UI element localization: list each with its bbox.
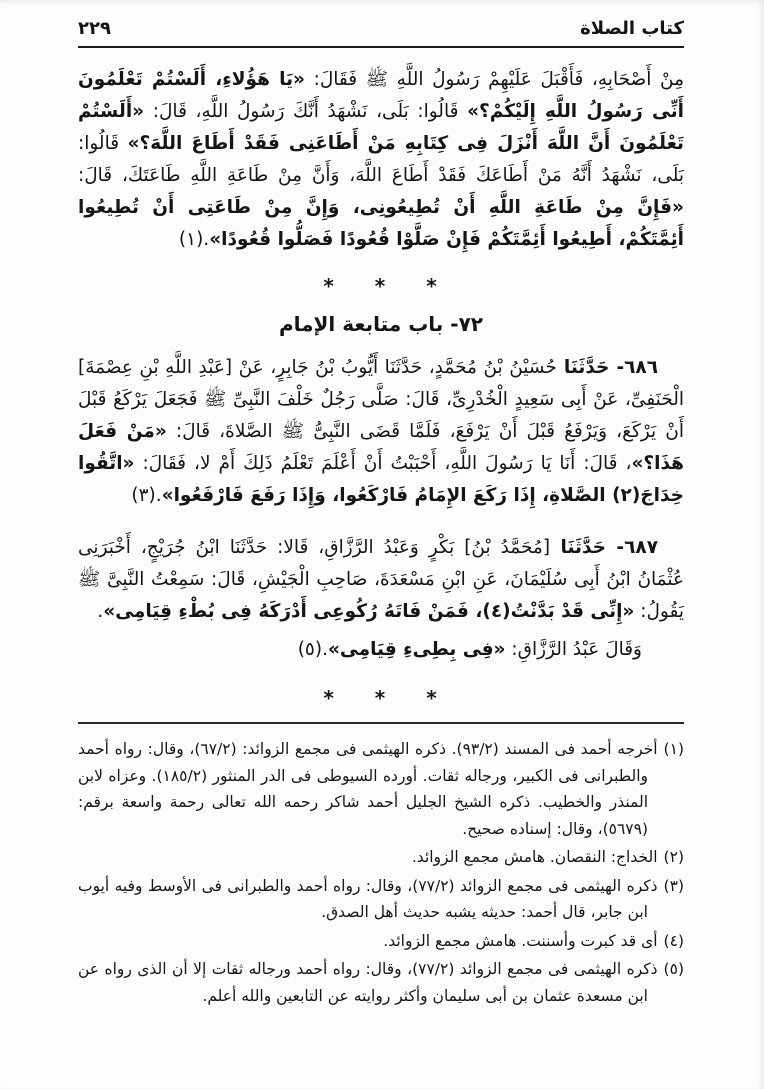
narration-text: . [97,601,104,622]
footnote-reference: .(٥) [297,639,328,660]
book-title: كتاب الصلاة [580,18,684,39]
narration-text: قَالُوا: بَلَى، نَشْهَدُ أَنَّهُ مَنْ أَطَاعَكَ فَقَدْ أَطَاعَ اللَّهَ، وَأَنَّ مِنْ طَاعَةِ اللَّهِ طَاعَتَكَ، قَالَ: [78,133,684,186]
footnote-reference: .(١) [178,229,210,250]
hadith-686 [78,352,684,512]
footnote-5 [78,956,684,1009]
footnote-1 [78,736,684,842]
footnote-4 [78,928,684,955]
razzaq-variant-line [78,634,684,666]
footnotes-section [78,722,684,1009]
narration-text: مِنْ أَصْحَابِهِ، فَأَقْبَلَ عَلَيْهِمْ رَسُولُ اللَّهِ ﷺ فَقَالَ: [304,69,684,90]
hadith-quote: «يَا هَؤُلاءِ، أَلَسْتُمْ تَعْلَمُونَ أَنِّى رَسُولُ اللَّهِ إِلَيْكُمْ؟» [78,69,685,122]
footnote-2 [78,844,684,871]
page-header [78,18,684,48]
isnad-text: [مُحَمَّدُ بْنُ] بَكْرٍ وَعَبْدُ الرَّزَّاقِ، قَالا: حَدَّثَنَا ابْنُ جُرَيْجٍ، أَخْبَرَنِى عُثْمَانُ ابْنُ أَبِى سُلَيْمَانَ، عَنِ ابْنِ مَسْعَدَةَ، صَاحِبِ الْجَيْشِ، قَالَ: سَمِعْتُ النَّبِىَّ ﷺ يَقُولُ: [78,537,684,622]
hadith-quote: «مَنْ فَعَلَ هَذَا؟» [78,421,684,474]
hadith-687 [78,532,684,628]
chapter-heading: ٧٢- باب متابعة الإمام [278,312,483,336]
footnote-marker: (٢) [663,848,684,866]
isnad-text: حُسَيْنُ بْنُ مُحَمَّدٍ، حَدَّثَنَا أَيُّوبُ بْنُ جَابِرٍ، عَنْ [عَبْدِ اللَّهِ بْنِ عِصْمَةَ] الْحَنَفِىِّ، عَنْ أَبِى سَعِيدٍ الْخُدْرِىِّ، قَالَ: صَلَّى رَجُلٌ خَلْفَ النَّبِىِّ ﷺ فَجَعَلَ يَرْكَعُ قَبْلَ أَنْ يَرْكَعَ، وَيَرْفَعُ قَبْلَ أَنْ يَرْفَعَ، فَلَمَّا قَضَى النَّبِىُّ ﷺ الصَّلاةَ، قَالَ: [78,357,684,442]
narration-text: قَالُوا: بَلَى، نَشْهَدُ أَنَّكَ رَسُولُ اللَّهِ، قَالَ: [144,101,468,122]
hadith-quote: «فِى بِطِىءِ قِيَامِى» [327,639,506,660]
narration-text: وَقَالَ عَبْدُ الرَّزَّاقِ: [505,639,642,660]
footnote-marker: (٤) [663,931,684,950]
footnote-reference: .(٣) [131,485,162,506]
hadith-quote: «إِنِّى قَدْ بَدَّنْتُ(٤)، فَمَنْ فَاتَهُ رُكُوعِى أَدْرَكَهُ فِى بُطْءِ قِيَامِى» [103,601,635,622]
footnote-text: أخرجه أحمد فى المسند (٩٣/٢). ذكره الهيثمى فى مجمع الزوائد: (٦٧/٢)، وقال: رواه أحمد والطبرانى فى الكبير، ورجاله ثقات. أورده السيوطى فى الدر المنثور (١٨٥/٢). وعزاه لابن المنذر والخطيب. ذكره الشيخ الجليل أحمد شاكر رحمه الله تعالى رحمة واسعة برقم: (٥٦٧٩)، وقال: إسناده صحيح. [78,740,658,838]
footnote-3 [78,873,684,926]
hadith-quote: «أَلَسْتُمْ تَعْلَمُونَ أَنَّ اللَّهَ أَنْزَلَ فِى كِتَابِهِ مَنْ أَطَاعَنِى فَقَدْ أَطَاعَ اللَّهَ؟» [78,101,684,154]
page-number: ٢٢٩ [78,18,111,39]
footnote-marker: (١) [663,740,684,758]
intro-paragraph [78,64,684,256]
narration-text: ، قَالَ: أَنَا يَا رَسُولَ اللَّهِ، أَحْبَبْتُ أَنْ أَعْلَمَ تَعْلَمُ ذَلِكَ أَمْ لا، فَقَالَ: [134,453,632,474]
hadith-number-prefix: ٦٨٦- حَدَّثَنَا [556,357,659,378]
hadith-number-prefix: ٦٨٧- حَدَّثَنَا [550,537,658,558]
hadith-quote: «اتَّقُوا خِدَاجَ(٢) الصَّلاةِ، إِذَا رَكَعَ الإِمَامُ فَارْكَعُوا، وَإِذَا رَفَعَ فَارْفَعُوا» [78,453,684,506]
footnote-text: ذكره الهيثمى فى مجمع الزوائد (٧٧/٢)، وقال: رواه أحمد والطبرانى فى الأوسط وفيه أيوب ابن جابر، قال أحمد: حديثه يشبه حديث أهل الصدق. [78,876,658,921]
asterisk-separator-bottom: * * * [323,686,439,710]
footnote-text: ذكره الهيثمى فى مجمع الزوائد (٧٧/٢)، وقال: رواه أحمد ورجاله ثقات إلا أن الذى رواه عن ابن مسعدة عثمان بن أبى سليمان وأكثر روايته عن التابعين والله أعلم. [78,960,658,1005]
footnote-text: أى قد كبرت وأسننت. هامش مجمع الزوائد. [383,931,658,950]
main-text [78,64,684,714]
asterisk-separator-top: * * * [323,274,439,298]
hadith-quote: «فَإِنَّ مِنْ طَاعَةِ اللَّهِ أَنْ تُطِيعُونِى، وَإِنَّ مِنْ طَاعَتِى أَنْ تُطِيعُوا أَئِمَّتَكُمْ، أَطِيعُوا أَئِمَّتَكُمْ فَإِنْ صَلَّوْا قُعُودًا فَصَلُّوا قُعُودًا» [78,197,684,250]
footnote-marker: (٥) [663,960,684,978]
footnote-marker: (٣) [663,876,684,895]
footnote-text: الخداج: النقصان. هامش مجمع الزوائد. [411,848,658,866]
